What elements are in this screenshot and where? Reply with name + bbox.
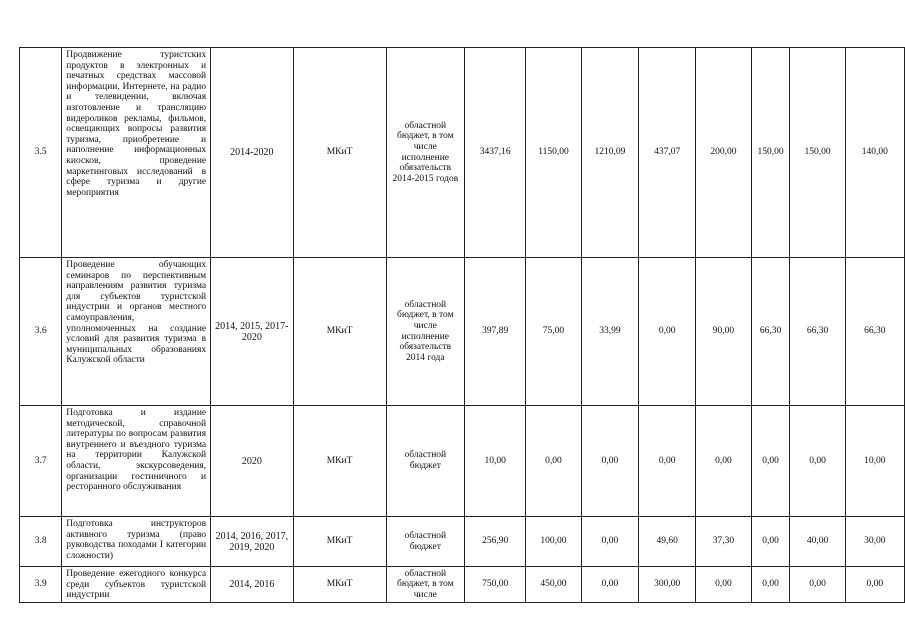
value-2019: 66,30	[790, 258, 845, 406]
funding-source-cell: областной бюджет, в том числе исполнение обязательств 2014 года	[386, 258, 464, 406]
value-2020: 66,30	[845, 258, 904, 406]
value-2017: 200,00	[696, 48, 751, 258]
value-2014: 75,00	[526, 258, 581, 406]
activity-description: Подготовка и издание методической, справочной литературы по вопросам развития внутреннего и въездного туризма на территории Калужской области, экскурсоведения, организации гостиничного и ресторанного обслуживания	[62, 406, 211, 517]
years-cell: 2014-2020	[211, 48, 293, 258]
value-2016: 437,07	[639, 48, 696, 258]
value-total: 10,00	[465, 406, 526, 517]
value-2016: 0,00	[639, 406, 696, 517]
value-2015: 0,00	[581, 517, 638, 567]
value-2018: 0,00	[751, 406, 790, 517]
executor-cell: МКиТ	[293, 258, 386, 406]
value-2017: 0,00	[696, 406, 751, 517]
activity-description: Продвижение туристских продуктов в электронных и печатных средствах массовой информации, Интернете, на радио и телевидении, включая изготовление и трансляцию видероликов рекламы, фильмов, освещающих вопросы развития туризма, приобретение и наполнение информационных киосков, проведение маркетинговых исследований в сфере туризма и другие мероприятия	[62, 48, 211, 258]
value-2019: 150,00	[790, 48, 845, 258]
years-cell: 2020	[211, 406, 293, 517]
executor-cell: МКиТ	[293, 48, 386, 258]
value-2018: 66,30	[751, 258, 790, 406]
executor-cell: МКиТ	[293, 406, 386, 517]
value-total: 750,00	[465, 567, 526, 603]
years-cell: 2014, 2016, 2017, 2019, 2020	[211, 517, 293, 567]
value-2018: 150,00	[751, 48, 790, 258]
value-2015: 0,00	[581, 567, 638, 603]
funding-source-cell: областной бюджет, в том числе исполнение обязательств 2014-2015 годов	[386, 48, 464, 258]
value-2019: 0,00	[790, 567, 845, 603]
value-2016: 0,00	[639, 258, 696, 406]
value-2015: 33,99	[581, 258, 638, 406]
table-row	[20, 567, 905, 603]
value-2014: 100,00	[526, 517, 581, 567]
value-total: 397,89	[465, 258, 526, 406]
value-2015: 0,00	[581, 406, 638, 517]
value-2017: 37,30	[696, 517, 751, 567]
executor-cell: МКиТ	[293, 517, 386, 567]
value-2020: 30,00	[845, 517, 904, 567]
value-2019: 0,00	[790, 406, 845, 517]
value-total: 256,90	[465, 517, 526, 567]
value-2017: 90,00	[696, 258, 751, 406]
funding-source-cell: областной бюджет	[386, 406, 464, 517]
row-number: 3.6	[20, 258, 62, 406]
budget-table	[19, 47, 905, 603]
value-2020: 0,00	[845, 567, 904, 603]
table-row	[20, 258, 905, 406]
value-2017: 0,00	[696, 567, 751, 603]
value-2018: 0,00	[751, 517, 790, 567]
value-2015: 1210,09	[581, 48, 638, 258]
value-2020: 140,00	[845, 48, 904, 258]
row-number: 3.5	[20, 48, 62, 258]
value-2016: 300,00	[639, 567, 696, 603]
activity-description: Подготовка инструкторов активного туризма (право руководства походами I категории сложности)	[62, 517, 211, 567]
value-2018: 0,00	[751, 567, 790, 603]
activity-description: Проведение обучающих семинаров по перспективным направлениям развития туризма для субъектов туристской индустрии и органов местного самоуправления, уполномоченных на создание условий для развития туризма в муниципальных образованиях Калужской области	[62, 258, 211, 406]
value-total: 3437,16	[465, 48, 526, 258]
table-row	[20, 406, 905, 517]
value-2014: 0,00	[526, 406, 581, 517]
value-2019: 40,00	[790, 517, 845, 567]
row-number: 3.9	[20, 567, 62, 603]
row-number: 3.7	[20, 406, 62, 517]
row-number: 3.8	[20, 517, 62, 567]
table-row	[20, 48, 905, 258]
value-2016: 49,60	[639, 517, 696, 567]
value-2014: 450,00	[526, 567, 581, 603]
years-cell: 2014, 2016	[211, 567, 293, 603]
executor-cell: МКиТ	[293, 567, 386, 603]
value-2014: 1150,00	[526, 48, 581, 258]
value-2020: 10,00	[845, 406, 904, 517]
funding-source-cell: областной бюджет, в том числе	[386, 567, 464, 603]
table-row	[20, 517, 905, 567]
activity-description: Проведение ежегодного конкурса среди субъектов туристской индустрии	[62, 567, 211, 603]
funding-source-cell: областной бюджет	[386, 517, 464, 567]
years-cell: 2014, 2015, 2017- 2020	[211, 258, 293, 406]
